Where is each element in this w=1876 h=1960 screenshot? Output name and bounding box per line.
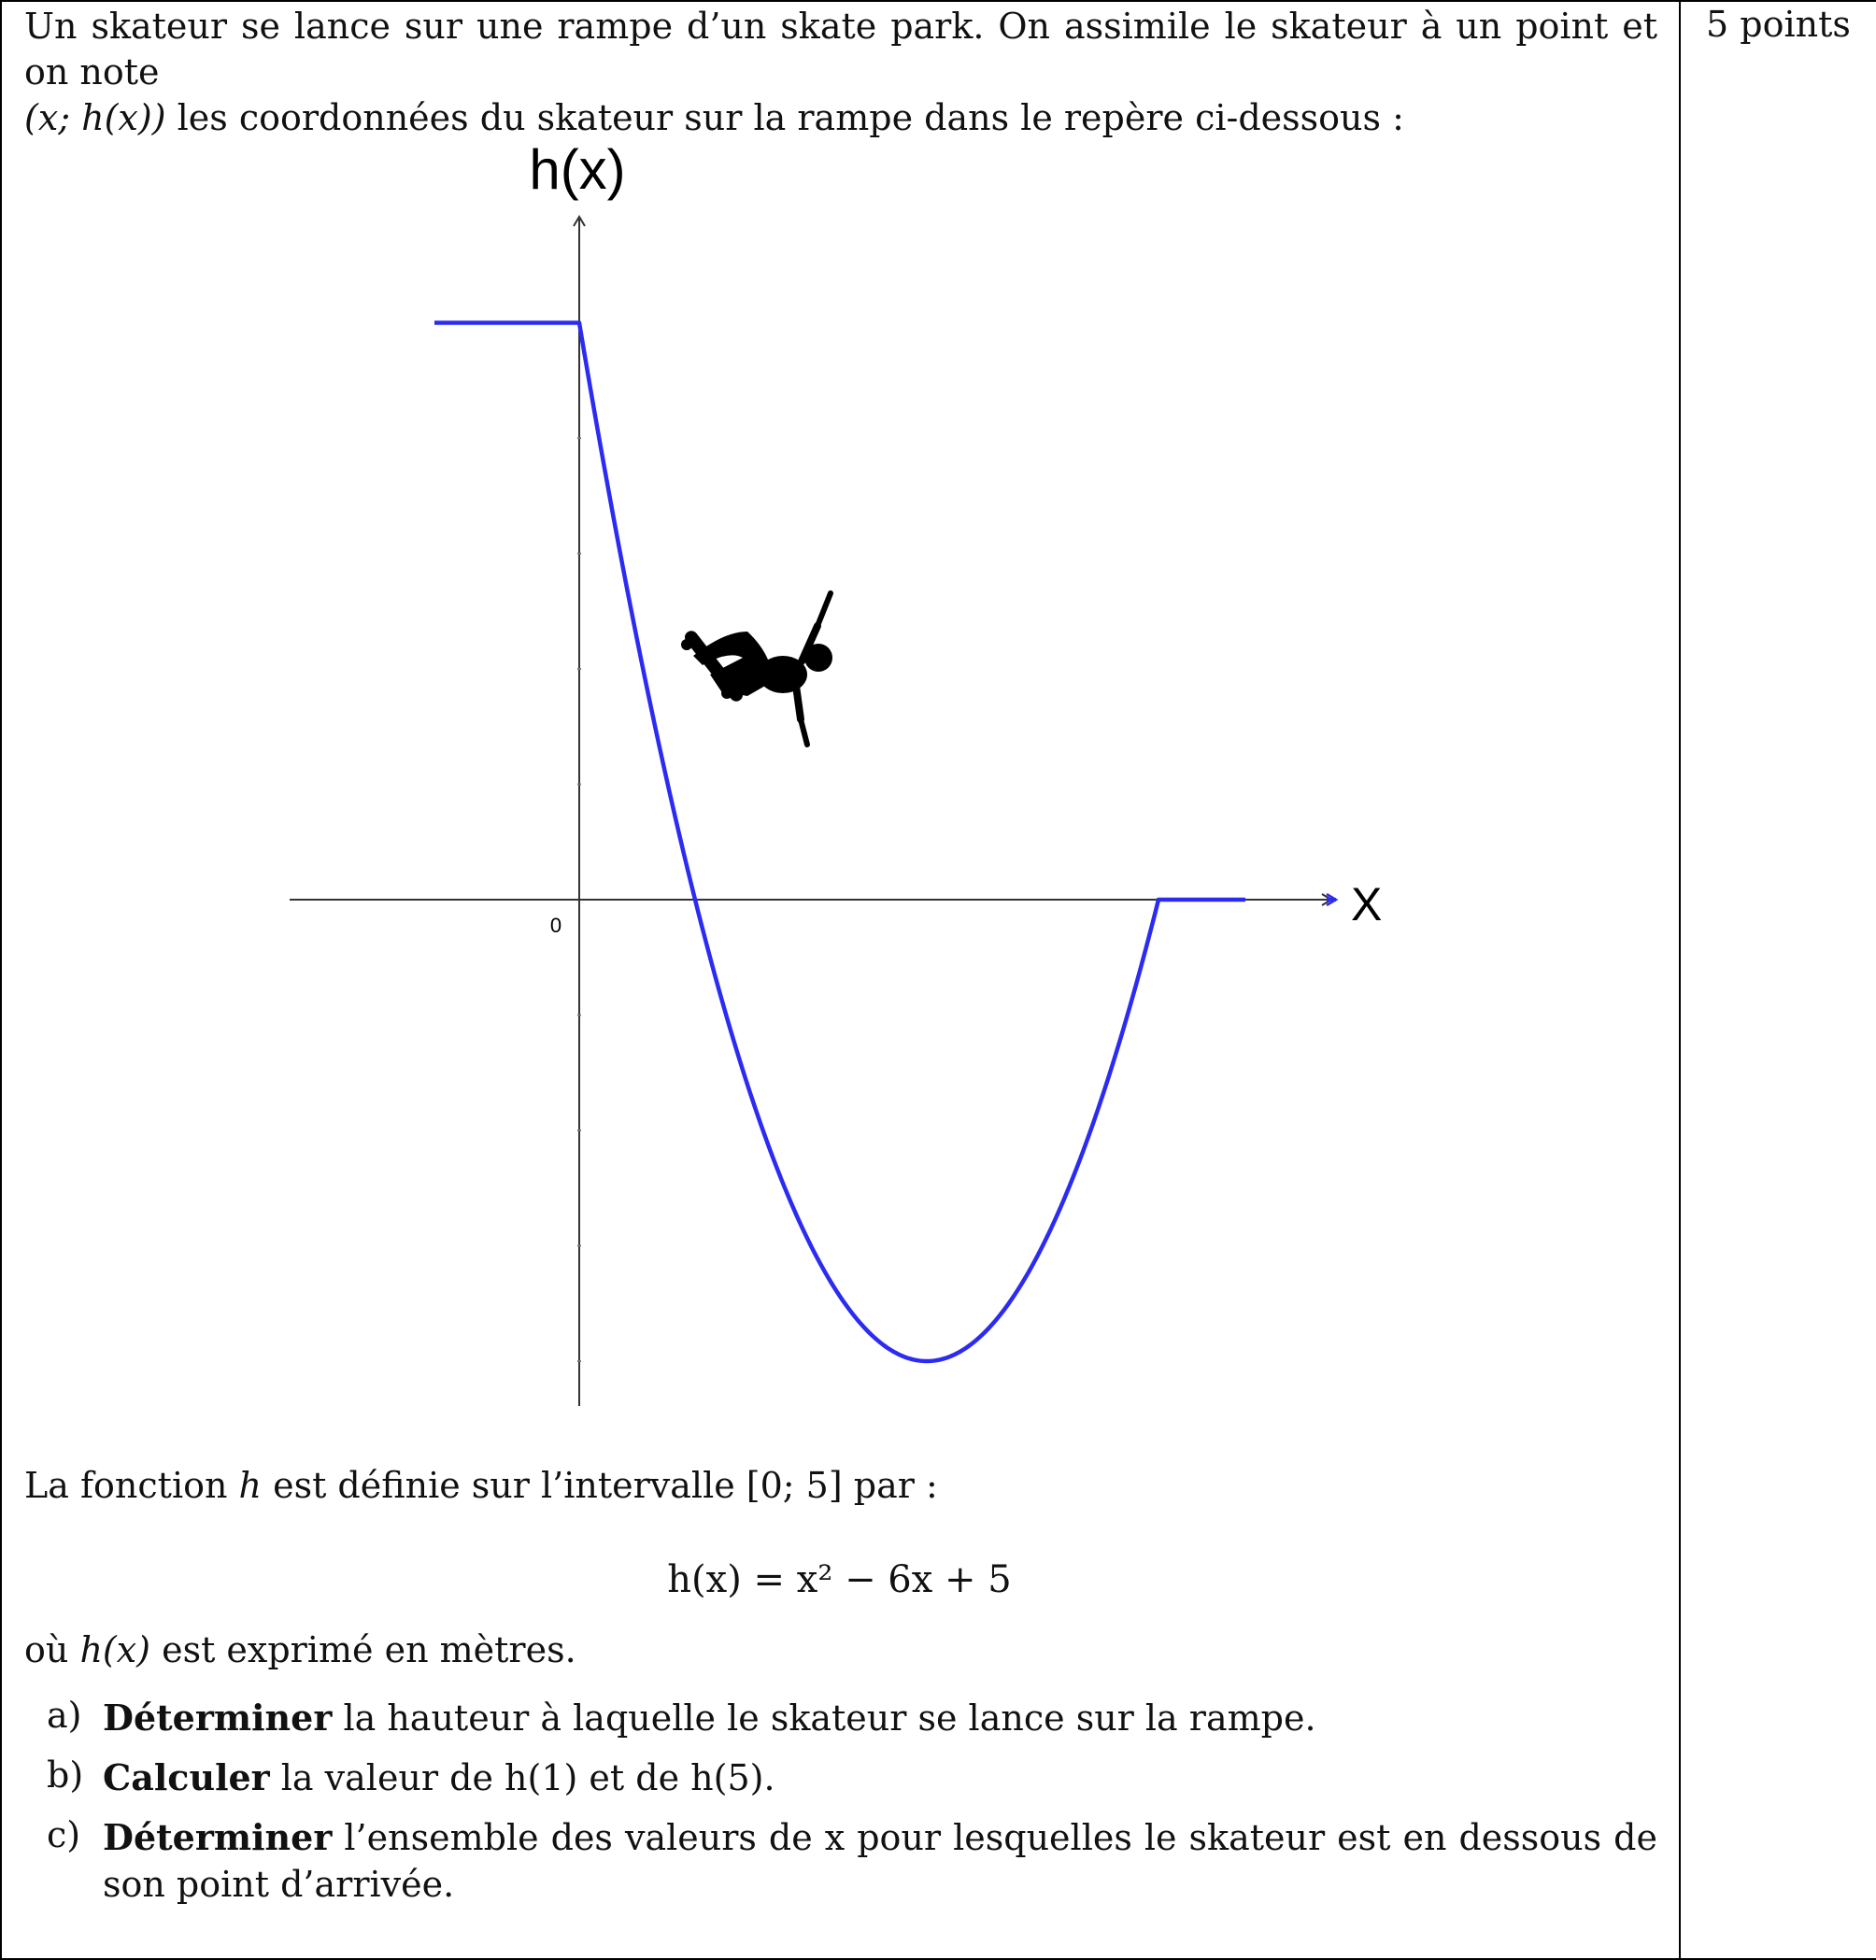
intro-line-1: Un skateur se lance sur une rampe d’un skate park. On assimile le skateur à un point et on note [24,6,1657,92]
definition-suffix: est définie sur l’intervalle [0; 5] par : [262,1465,938,1506]
intro-line-2-text: les coordonnées du skateur sur la rampe dans le repère ci-dessous : [165,97,1404,138]
question-label: c) [47,1814,81,1855]
origin-label: 0 [549,914,562,937]
function-name: h [238,1465,263,1506]
question-body: l’ensemble des valeurs de x pour lesquelles le skateur est en dessous de son point d’arrivée. [103,1817,1657,1905]
question-label: a) [47,1695,82,1736]
question-text [103,1814,1657,1908]
question-verb: Déterminer [103,1816,333,1858]
skateboarder-silhouette [681,593,832,745]
unit-statement [24,1629,576,1670]
question-verb: Déterminer [103,1697,333,1739]
coordinates-notation: (x; h(x)) [24,97,166,138]
function-definition [24,1465,938,1506]
x-axis-label: X [1351,878,1383,930]
ramp-curve [434,323,1245,1362]
definition-prefix: La fonction [24,1465,239,1506]
points-label: 5 points [1706,4,1851,45]
unit-suffix: est exprimé en mètres. [150,1629,576,1670]
question-body: la valeur de h(1) et de h(5). [269,1757,775,1798]
function-formula: h(x) = x² − 6x + 5 [667,1558,1012,1601]
y-axis-label: h(x) [529,138,626,201]
question-label: b) [47,1754,84,1796]
question-verb: Calculer [103,1756,270,1798]
unit-math: h(x) [79,1629,150,1670]
question-text [103,1754,1657,1801]
question-text [103,1695,1657,1741]
unit-prefix: où [24,1629,80,1670]
question-body: la hauteur à laquelle le skateur se lance sur la rampe. [332,1697,1316,1739]
